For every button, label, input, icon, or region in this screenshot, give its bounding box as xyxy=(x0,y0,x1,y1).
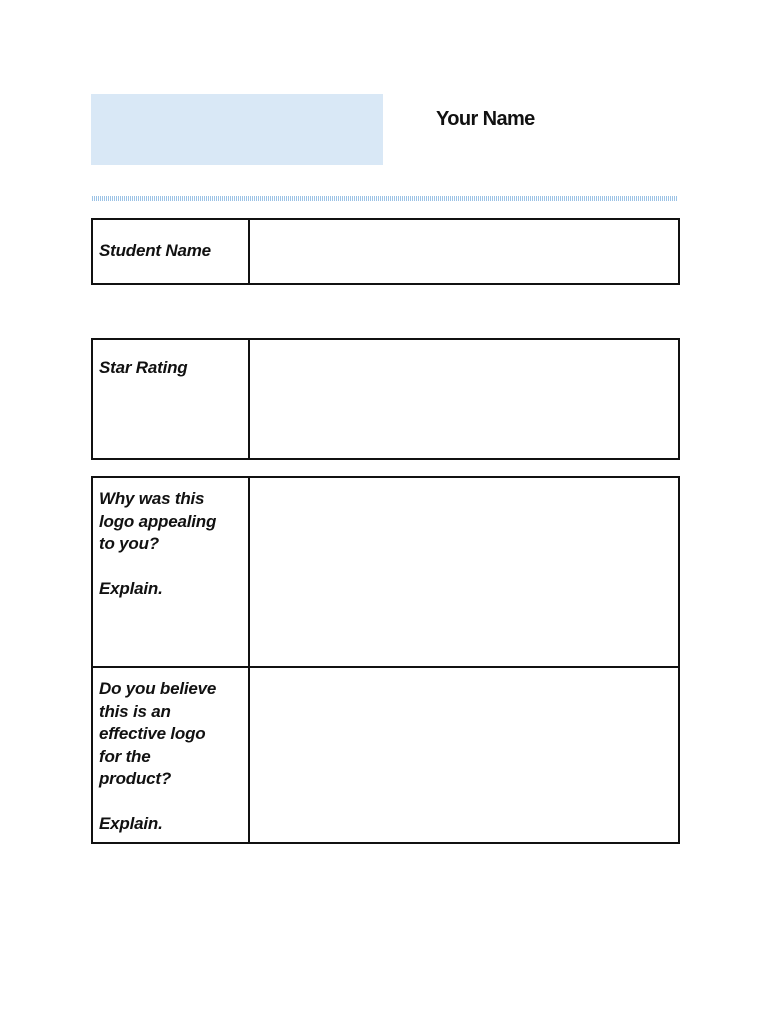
appeal-question-row xyxy=(92,477,679,667)
effectiveness-question-line: effective logo xyxy=(99,724,206,743)
effectiveness-question-line: product? xyxy=(99,769,172,788)
appeal-question-label xyxy=(92,477,249,667)
effectiveness-question-line: for the xyxy=(99,746,151,766)
spacer xyxy=(99,556,242,578)
header-divider xyxy=(92,196,678,201)
appeal-answer-field[interactable] xyxy=(249,477,679,667)
appeal-question-line: logo appealing xyxy=(99,511,217,531)
student-name-label: Student Name xyxy=(92,219,249,284)
logo-questions-table xyxy=(91,476,680,844)
student-name-table xyxy=(91,218,680,285)
appeal-question-line: Why was this xyxy=(99,489,205,508)
star-rating-table xyxy=(91,338,680,460)
star-rating-row xyxy=(92,339,679,459)
your-name-title: Your Name xyxy=(436,108,535,130)
effectiveness-question-label xyxy=(92,667,249,843)
effectiveness-question-line: this is an xyxy=(99,701,171,721)
effectiveness-answer-field[interactable] xyxy=(249,667,679,843)
appeal-question-line: to you? xyxy=(99,534,159,553)
star-rating-field[interactable] xyxy=(249,339,679,459)
student-name-field[interactable] xyxy=(249,219,679,284)
spacer xyxy=(99,791,242,813)
effectiveness-question-row xyxy=(92,667,679,843)
student-name-row xyxy=(92,219,679,284)
logo-placeholder xyxy=(91,94,383,165)
effectiveness-explain-label: Explain. xyxy=(99,813,163,833)
effectiveness-question-line: Do you believe xyxy=(99,679,217,698)
star-rating-label: Star Rating xyxy=(92,339,249,459)
appeal-explain-label: Explain. xyxy=(99,578,163,598)
